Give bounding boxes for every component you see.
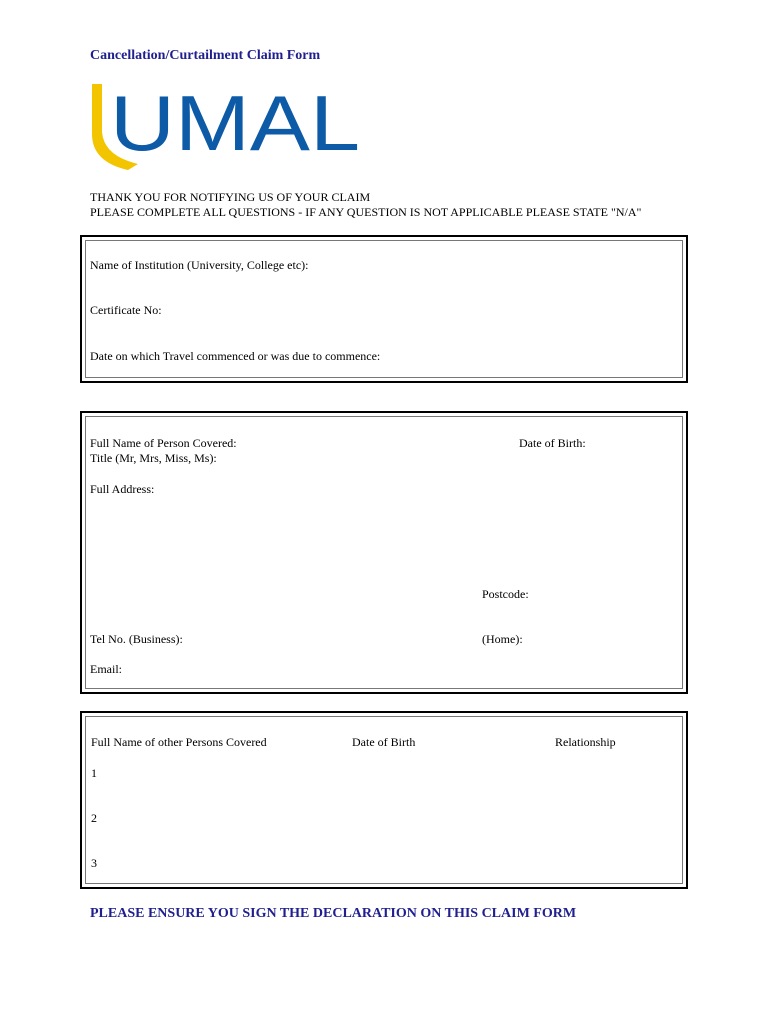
form-title: Cancellation/Curtailment Claim Form xyxy=(90,48,321,63)
column-header-name: Full Name of other Persons Covered xyxy=(91,735,267,749)
institution-label: Name of Institution (University, College etc): xyxy=(90,258,309,272)
row-number: 3 xyxy=(91,856,97,870)
email-label: Email: xyxy=(90,662,122,676)
row-number: 2 xyxy=(91,811,97,825)
column-header-relationship: Relationship xyxy=(555,735,616,749)
address-label: Full Address: xyxy=(90,482,155,496)
travel-date-label: Date on which Travel commenced or was due to commence: xyxy=(90,349,381,363)
row-number: 1 xyxy=(91,766,97,780)
postcode-label: Postcode: xyxy=(482,587,529,601)
other-persons-section xyxy=(80,711,688,889)
institution-section xyxy=(80,235,688,383)
full-name-label: Full Name of Person Covered: xyxy=(90,436,237,450)
person-covered-section xyxy=(80,411,688,694)
intro-text xyxy=(90,190,641,220)
intro-line-2: PLEASE COMPLETE ALL QUESTIONS - IF ANY QUESTION IS NOT APPLICABLE PLEASE STATE "N/A" xyxy=(90,205,642,219)
title-label: Title (Mr, Mrs, Miss, Ms): xyxy=(90,451,217,465)
tel-business-label: Tel No. (Business): xyxy=(90,632,183,646)
intro-line-1: THANK YOU FOR NOTIFYING US OF YOUR CLAIM xyxy=(90,190,371,204)
dob-label: Date of Birth: xyxy=(519,436,586,450)
column-header-dob: Date of Birth xyxy=(352,735,416,749)
certificate-label: Certificate No: xyxy=(90,303,162,317)
signature-notice: PLEASE ENSURE YOU SIGN THE DECLARATION ON THIS CLAIM FORM xyxy=(90,906,577,921)
tel-home-label: (Home): xyxy=(482,632,523,646)
umal-logo xyxy=(86,78,366,174)
logo-text: UMAL xyxy=(110,79,360,167)
